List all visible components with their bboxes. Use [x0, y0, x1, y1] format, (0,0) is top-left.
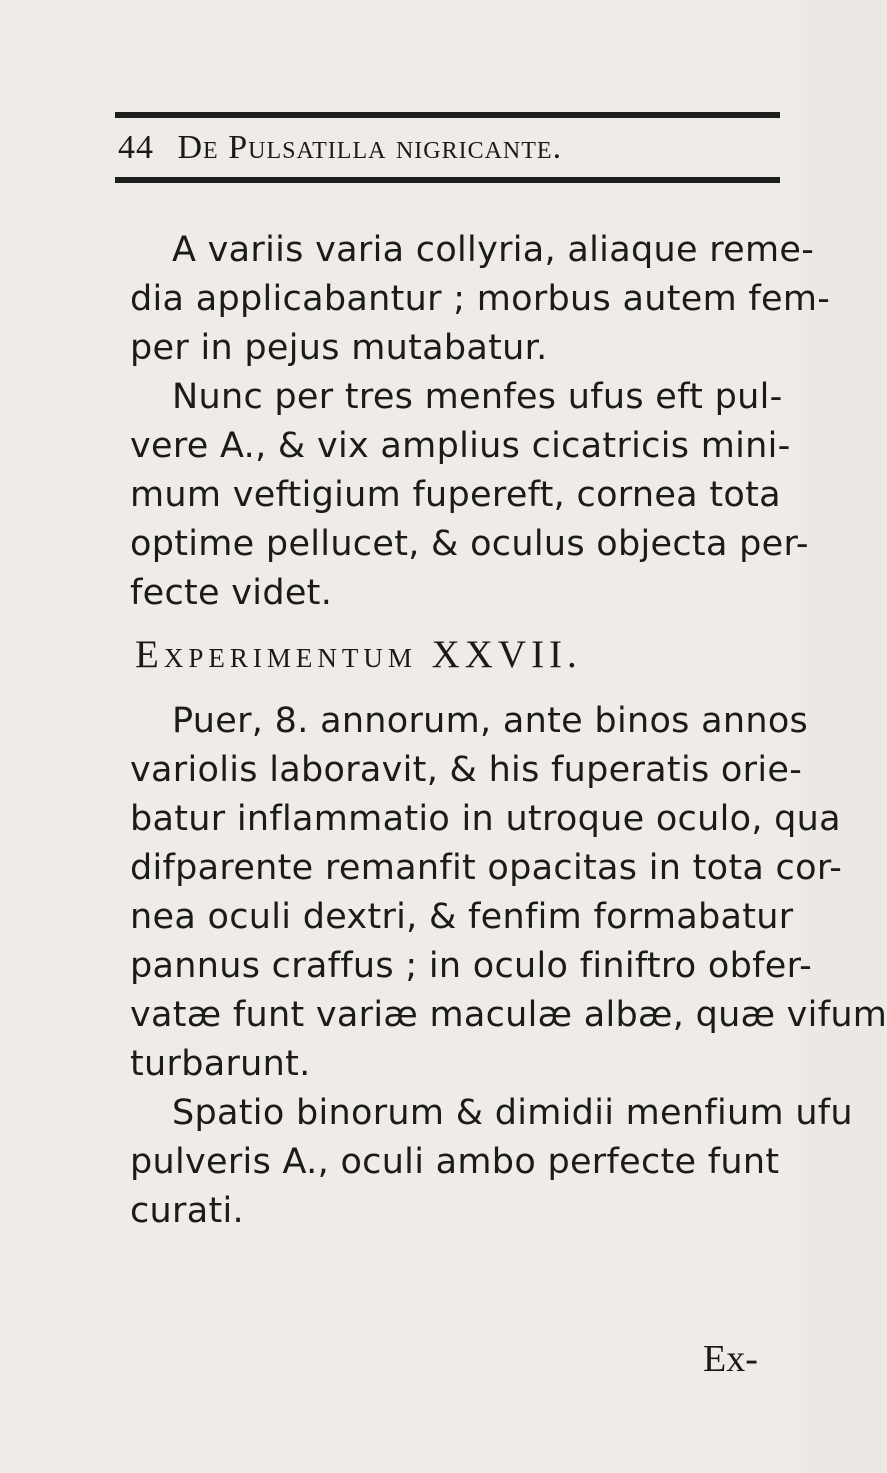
text-line: nea oculi dextri, & fenfim formabatur	[130, 897, 794, 937]
text-line: difparente remanfit opacitas in tota cor-	[130, 848, 843, 888]
section-heading-text: Experimentum XXVII.	[135, 633, 582, 676]
text-line: fecte videt.	[130, 573, 333, 613]
text-line: mum veftigium fupereft, cornea tota	[130, 475, 781, 515]
text-line: A variis varia collyria, aliaque reme-	[172, 230, 815, 270]
running-title: De Pulsatilla nigricante.	[177, 129, 563, 166]
text-line: curati.	[130, 1191, 244, 1231]
text-line: vere A., & vix amplius cicatricis mini-	[130, 426, 791, 466]
header-bottom-rule	[115, 177, 780, 183]
header-top-rule	[115, 112, 780, 118]
text-line: turbarunt.	[130, 1044, 311, 1084]
text-line: dia applicabantur ; morbus autem fem-	[130, 279, 831, 319]
section-heading	[135, 630, 775, 680]
text-line: batur inflammatio in utroque oculo, qua	[130, 799, 841, 839]
text-line: per in pejus mutabatur.	[130, 328, 548, 368]
text-line: pannus craffus ; in oculo finiftro obfer-	[130, 946, 812, 986]
text-line: vatæ funt variæ maculæ albæ, quæ vifum	[130, 995, 887, 1035]
text-line: optime pellucet, & oculus objecta per-	[130, 524, 809, 564]
text-line: Nunc per tres menfes ufus eft pul-	[172, 377, 783, 417]
text-line: pulveris A., oculi ambo perfecte funt	[130, 1142, 780, 1182]
text-line: Puer, 8. annorum, ante binos annos	[172, 701, 809, 741]
text-line: Spatio binorum & dimidii menfium ufu	[172, 1093, 853, 1133]
running-head	[118, 126, 778, 170]
catchword: Ex-	[703, 1338, 758, 1380]
text-line: variolis laboravit, & his fuperatis orie-	[130, 750, 803, 790]
page-number: 44	[118, 129, 154, 166]
